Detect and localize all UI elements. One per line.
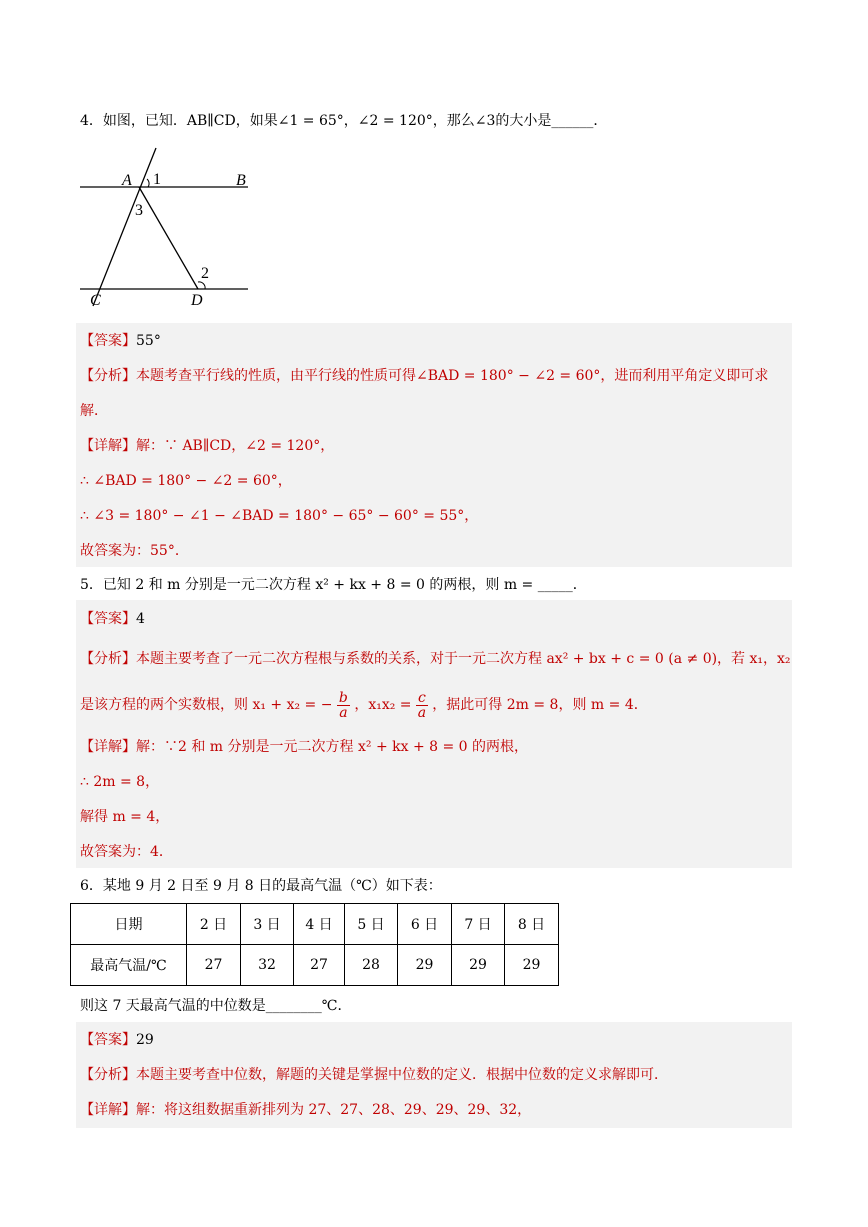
q6-analysis-line1 (80, 1065, 668, 1085)
temperature-table (70, 903, 559, 986)
q5-question: 5．已知 2 和 m 分别是一元二次方程 x² + kx + 8 = 0 的两根，则 m = _____． (80, 577, 587, 593)
frac1-den: a (339, 704, 348, 721)
analysis-line2-c: ，据此可得 2m = 8，则 m = 4． (432, 697, 648, 713)
fig-label-a: A (122, 172, 132, 189)
fig-label-3: 3 (135, 202, 143, 219)
q5-answer-line (80, 609, 145, 629)
q4-figure (76, 144, 256, 314)
table-data-row (71, 945, 559, 986)
table-cell: 6 日 (398, 904, 452, 945)
answer-value: 4 (136, 611, 145, 627)
q4-solution-box (76, 323, 792, 567)
analysis-tag: 【分析】 (80, 651, 136, 667)
analysis-tag: 【分析】 (80, 368, 136, 384)
frac2-num: c (418, 689, 426, 706)
table-cell: 8 日 (505, 904, 559, 945)
fraction-b-over-a (337, 691, 350, 720)
analysis-text: 本题主要考查中位数，解题的关键是掌握中位数的定义．根据中位数的定义求解即可． (136, 1067, 668, 1083)
q6-detail-line1 (80, 1100, 531, 1120)
q6-answer-line (80, 1030, 154, 1050)
answer-tag: 【答案】 (80, 333, 136, 349)
q5-analysis-line1 (80, 649, 791, 669)
q5-detail-line2: ∴ 2m = 8， (80, 774, 160, 790)
q4-detail-line1 (80, 436, 334, 456)
table-cell: 32 (241, 945, 294, 986)
answer-tag: 【答案】 (80, 1032, 136, 1048)
q5-detail-line4: 故答案为：4． (80, 844, 173, 860)
analysis-text: 本题主要考查了一元二次方程根与系数的关系，对于一元二次方程 ax² + bx + c = 0 (a ≠ 0)，若 x₁，x₂ (136, 651, 791, 667)
q6-solution-box (76, 1022, 792, 1128)
table-cell: 5 日 (345, 904, 398, 945)
fig-label-b: B (236, 172, 246, 189)
table-cell: 2 日 (187, 904, 241, 945)
table-cell: 28 (345, 945, 398, 986)
table-cell: 29 (398, 945, 452, 986)
table-cell: 日期 (71, 904, 187, 945)
table-cell: 27 (187, 945, 241, 986)
q5-detail-line3: 解得 m = 4， (80, 809, 170, 825)
q4-analysis-line1 (80, 366, 768, 386)
detail-text: 解：将这组数据重新排列为 27、27、28、29、29、29、32， (136, 1102, 532, 1118)
q5-detail-line1 (80, 737, 528, 757)
q4-analysis-line2: 解． (80, 403, 108, 419)
answer-tag: 【答案】 (80, 611, 136, 627)
analysis-line2-b: ，x₁x₂ = (354, 697, 412, 713)
q4-question: 4．如图，已知．AB∥CD，如果∠1 = 65°，∠2 = 120°，那么∠3的大小是______． (80, 113, 608, 129)
q4-detail-line2: ∴ ∠BAD = 180° − ∠2 = 60°， (80, 473, 292, 489)
q6-after-table: 则这 7 天最高气温的中位数是________℃． (80, 998, 352, 1014)
fig-label-c: C (90, 292, 101, 309)
table-cell: 29 (505, 945, 559, 986)
detail-tag: 【详解】 (80, 1102, 136, 1118)
frac2-den: a (417, 704, 427, 721)
q5-analysis-line2 (80, 688, 648, 724)
table-cell: 27 (294, 945, 345, 986)
table-cell: 最高气温/℃ (71, 945, 187, 986)
table-cell: 3 日 (241, 904, 294, 945)
analysis-text: 本题考查平行线的性质，由平行线的性质可得∠BAD = 180° − ∠2 = 60°，进而利用平角定义即可求 (136, 368, 769, 384)
fig-label-2: 2 (201, 265, 209, 282)
table-header-row (71, 904, 559, 945)
detail-text: 解：∵2 和 m 分别是一元二次方程 x² + kx + 8 = 0 的两根， (136, 739, 529, 755)
detail-text: 解：∵ AB∥CD，∠2 = 120°， (136, 438, 335, 454)
q4-answer-line (80, 331, 161, 351)
fig-label-d: D (191, 292, 203, 309)
table-cell: 4 日 (294, 904, 345, 945)
q4-detail-line4: 故答案为：55°． (80, 543, 189, 559)
fig-label-1: 1 (153, 171, 161, 188)
fraction-c-over-a (416, 691, 428, 720)
analysis-line2-a: 是该方程的两个实数根，则 x₁ + x₂ = − (80, 697, 333, 713)
q4-detail-line3: ∴ ∠3 = 180° − ∠1 − ∠BAD = 180° − 65° − 60° = 55°， (80, 508, 479, 524)
detail-tag: 【详解】 (80, 739, 136, 755)
answer-value: 29 (136, 1032, 154, 1048)
table-cell: 7 日 (452, 904, 505, 945)
analysis-tag: 【分析】 (80, 1067, 136, 1083)
q5-solution-box (76, 600, 792, 868)
q6-question: 6．某地 9 月 2 日至 9 月 8 日的最高气温（℃）如下表： (80, 878, 442, 894)
table-cell: 29 (452, 945, 505, 986)
answer-value: 55° (136, 333, 161, 349)
frac1-num: b (338, 689, 348, 706)
detail-tag: 【详解】 (80, 438, 136, 454)
